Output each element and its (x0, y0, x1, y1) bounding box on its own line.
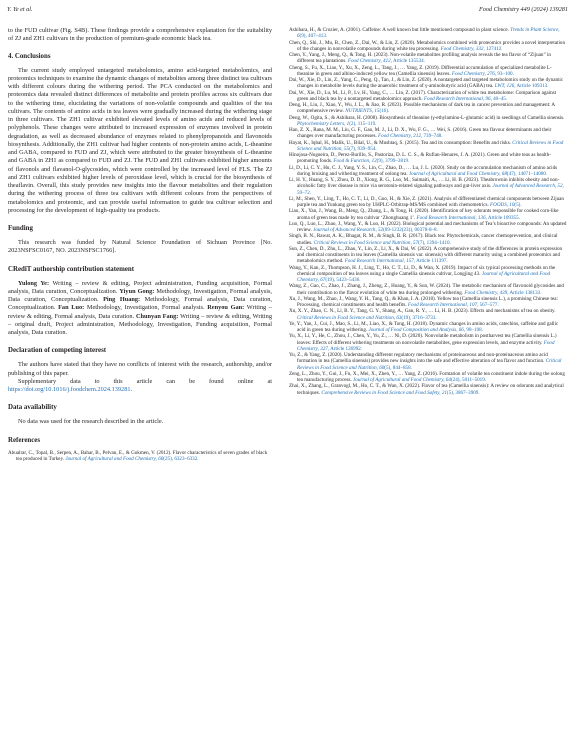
reference-journal-link[interactable]: Food Chemistry, 439 (464, 289, 508, 296)
reference-item (289, 283, 567, 296)
reference-item (289, 208, 567, 221)
references-list-right (289, 27, 567, 396)
reference-journal-link[interactable]: Journal of Advanced Research, 52 (313, 227, 384, 233)
credit-roles: Writing – review & editing, Formal analysis, Data curation. (8, 304, 272, 320)
reference-item (289, 233, 567, 246)
reference-item (289, 383, 567, 396)
reference-text: Deng, W., Ogita, S., & Ashihara, H. (2008). Biosynthesis of theanine (γ-ethylamino-L-glutamic acid) in seedlings of Camellia sinensis. (289, 114, 565, 121)
credit-paragraph (8, 280, 272, 338)
reference-tail: , 98–108. (463, 327, 483, 333)
reference-journal-link[interactable]: Journal of Food Composition and Analysis, 66 (368, 327, 464, 333)
reference-text: Li, M., Shen, Y., Ling, T., Ho, C. T., Li, D., Guo, H., & Xie, Z. (2021). Analysis of differentiated chemical components between Zijuan purple tea and Yunkang green tea by UHPLC-Orbitrap-MS/MS combined with chemometrics. (289, 195, 564, 208)
reference-journal-link[interactable]: Trends in Plant Science, 6 (297, 27, 560, 40)
reference-item (289, 90, 567, 103)
reference-journal-link[interactable]: Food Chemistry, 212 (378, 133, 421, 140)
reference-journal-link[interactable]: Journal of Agricultural and Food Chemistry, 67 (297, 270, 551, 283)
reference-text: Yu, X., Li, Y., He, C., Zhou, J., Chen, Y., Yu, Z., … Ni, D. (2020). Nonvolatile metabolism in postharvest tea (Camellia sinensis L.) leaves: Effects of different withering treatments on nonvolatile metabolites, gene expression levels, and enzyme activity. (289, 333, 557, 346)
reference-item (8, 450, 272, 463)
reference-journal-link[interactable]: FOODS, 10 (490, 202, 515, 208)
funding-paragraph: This research was funded by Natural Science Foundation of Sichuan Province [No. 2023NSFSC0167, NO. 2023NSFSC1766]. (8, 239, 272, 255)
reference-journal-link[interactable]: Comprehensive Reviews in Food Science and Food Safety, 21 (321, 389, 447, 396)
reference-journal-link[interactable]: Journal of Agricultural and Food Chemistry, 68 (408, 170, 507, 177)
reference-journal-link[interactable]: LWT, 126 (494, 83, 515, 90)
reference-text: Luo, Q., Luo, L., Zhao, J., Wang, Y., & Luo, H. (2022). Biological potential and mechanisms of Tea’s bioactive compounds: An updated review. (289, 220, 567, 233)
reference-tail: (7), 1394–1410. (418, 239, 451, 246)
reference-text: Li, H. Y., Huang, S. Y., Zhou, D. D., Xiong, R. G., Luo, M., Saimaiti, A., … Li, H. B. (2023). Theabrownin inhibits obesity and non-alcoholic fatty liver disease in mice via serotonin-related signaling pathways and gut-liver axis. (289, 177, 560, 190)
reference-text: Dai, W., Xie, D., Lin, Z., Yang, C., Peng, Q., Tan, J., & Lin, Z. (2020). A nontargeted and targeted metabolomics study on the dynamic changes in metabolite levels during the anaerobic treatment of γ-aminobutyric acid (GABA) tea. (289, 77, 564, 90)
reference-tail: , Article 111397. (413, 258, 448, 265)
reference-tail: (16). (379, 108, 390, 115)
reference-item (289, 127, 567, 140)
reference-text: Abualrar, C., Topal, B., Serpen, A., Bahar, B., Pelvan, E., & Gokmen, V. (2012). Flavor characteristics of seven grades of black tea produced in Turkey. (8, 449, 268, 462)
reference-journal-link[interactable]: Journal of Agricultural and Food Chemistry, 64 (353, 377, 451, 383)
reference-item (289, 371, 567, 384)
reference-tail: (9), 3799–3819. (376, 158, 410, 165)
reference-journal-link[interactable]: Food Research International, 157 (344, 258, 414, 265)
reference-item (289, 65, 567, 78)
credit-roles: Writing – review & editing, Project administration, Funding acquisition, Formal analysis, Data curation, Conceptualization. (8, 279, 272, 295)
references-list-left (8, 450, 272, 463)
credit-name: Renyou Gan: (207, 304, 245, 312)
supplementary-text: Supplementary data to this article can be found online at (18, 377, 272, 385)
reference-journal-link[interactable]: Journal of Agricultural and Food Chemistry, 60 (65, 455, 164, 462)
reference-journal-link[interactable]: Critical Reviews in Food Science and Nutrition, 57 (313, 239, 419, 246)
reference-text: Ashihara, H., & Crozier, A. (2001). Caffeine: A well known but little mentioned compound in plant science. (289, 27, 511, 33)
data-availability-heading: Data availability (8, 404, 57, 412)
credit-name: Ping Huang: (103, 296, 141, 303)
reference-tail: , 127412. (483, 45, 503, 52)
reference-tail: , Article 135534. (390, 58, 425, 65)
reference-item (289, 52, 567, 65)
reference-tail: , 739–748. (420, 133, 443, 140)
references-heading: References (8, 436, 41, 444)
reference-tail: (24), 5011–5019. (450, 377, 487, 383)
reference-tail: (19), 5423–5436. (325, 277, 361, 283)
reference-journal-link[interactable]: Food Chemistry, 327 (297, 339, 555, 352)
reference-tail: , 567–577. (477, 302, 499, 308)
reference-item (289, 265, 567, 284)
reference-text: Wang, Z., Gao, C., Zhao, J., Zhang, J., Zheng, Z., Huang, Y., & Sun, W. (2024). The metabolic mechanism of flavonoid glycosides and their contribution to the flavor evolution of white tea during prolonged withering. (289, 283, 564, 296)
credit-name: Chunyan Fang: (135, 312, 179, 320)
reference-item (289, 246, 567, 265)
reference-text: Liao, X., Yan, J., Wang, B., Meng, Q., Zhang, L., & Tong, H. (2020). Identification of key odorants responsible for cooked corn-like aroma of green teas made by tea cultivar ‘Zhonghuang 1’. (289, 208, 559, 221)
credit-name: Fan Luo: (58, 304, 85, 312)
reference-item (289, 333, 567, 352)
reference-journal-link[interactable]: Critical Reviews in Food Science and Nutrition, 63 (297, 314, 402, 321)
reference-journal-link[interactable]: Critical Reviews in Food Science and Nutrition, 55 (297, 139, 564, 152)
credit-roles: Writing – review & editing, Writing – original draft, Project administration, Methodology, Investigation, Funding acquisition, Formal analysis, Data curation. (8, 312, 272, 336)
competing-interest-heading: Declaration of competing interest (8, 347, 107, 355)
reference-tail: (5), 844–858. (384, 364, 412, 371)
reference-text: Dai, W., Xie, D., Lu, M., Li, P., Lv, H., Yang, C., … Lin, Z. (2017). Characterization of white tea metabolome: Comparison against green and black tea by a nontargeted metabolomics approach. (289, 89, 557, 102)
reference-text: Hayat, K., Iqbal, H., Malik, U., Bilal, U., & Mushtaq, S. (2015). Tea and its consumption: Benefits and risks. (289, 139, 513, 146)
credit-name: Yiyun Gong: (119, 287, 155, 295)
reference-journal-link[interactable]: Food Research International, 107 (407, 302, 478, 308)
reference-item (289, 102, 567, 115)
reference-text: Singh, B. N., Rawat, A. K., Bhagat, R. M., & Singh, B. R. (2017). Black tea: Phytochemicals, cancer chemoprevention, and clinical studies. (289, 233, 558, 246)
reference-tail: (2), 115–119. (349, 120, 377, 127)
reference-tail: , 40–45. (490, 95, 508, 102)
reference-item (289, 27, 567, 40)
reference-tail: , Article 109355. (485, 214, 520, 221)
reference-tail: , 59–72. (297, 183, 564, 196)
reference-item (289, 77, 567, 90)
reference-text: Wang, Y., Kan, Z., Thompson, H. J., Ling, T., Ho, C. T., Li, D., & Wan, X. (2019). Impact of six typical processing methods on the chemical composition of tea leaves using a single Camellia sinensis cultivar, Longjing 43. (289, 264, 556, 277)
reference-item (289, 165, 567, 178)
reference-tail: (47), 14071–14080. (506, 170, 548, 177)
running-head (7, 6, 568, 18)
reference-journal-link[interactable]: Critical Reviews in Food Science and Nutrition, 60 (297, 358, 562, 371)
reference-tail: (7), 939–954. (349, 145, 377, 152)
reference-item (289, 40, 567, 53)
reference-tail: (19), 3716–3733. (401, 314, 437, 321)
reference-item (289, 115, 567, 128)
reference-journal-link[interactable]: NUTRIENTS, 15 (345, 108, 380, 115)
reference-journal-link[interactable]: Food & Function, 12 (333, 158, 377, 165)
reference-journal-link[interactable]: Food Chemistry, 332 (440, 45, 484, 52)
reference-journal-link[interactable]: Food Chemistry, 276 (451, 70, 495, 77)
reference-text: Zhai, X., Zhang, L., Granvogl, M., Ho, C. T., & Wan, X. (2022). Flavor of tea (Camellia sinensis): A review on odorants and analytical techniques. (289, 383, 564, 396)
reference-text: Yu, Z., & Yang, Z. (2020). Understanding different regulatory mechanisms of proteinaceous and non-proteinaceous amino acid formation in tea (Camellia sinensis) provides new insights into the safe and effective alteration of tea flavor and function. (289, 352, 548, 365)
reference-tail: (5). (514, 202, 522, 208)
reference-tail: , Article 109313. (514, 83, 549, 90)
reference-tail: (09-1232(23)), 00378-8–8. (383, 227, 438, 233)
intro-tail-paragraph: to the FUD cultivar (Fig. S4B). These findings provide a comprehensive explanation for the suitability of ZJ and ZH1 cultivars in the production of premium-grade economic black tea. (8, 27, 272, 43)
reference-journal-link[interactable]: Food Research International, 96 (423, 95, 491, 102)
reference-text: Li, D., Li, C. Y., Hu, C. J., Yang, Y. S., Lin, C., Zhao, D., … Lu, J. L. (2020). Study on the accumulation mechanism of amino acids during bruising and withering treatment of oolong tea. (289, 164, 558, 177)
credit-name: Yulong Ye: (18, 279, 50, 287)
supplementary-end: . (130, 386, 133, 393)
reference-text: Chen, Y., Yang, J., Meng, Q., & Tong, H. (2023). Non-volatile metabolites profiling analysis reveals the tea flavor of “Zijuan” in different tea plantations. (289, 52, 551, 65)
reference-item (289, 352, 567, 371)
reference-text: Hinojosa-Nogueira, D., Perez-Burillo, S., Pastoriza, D. L. C. S., & Rufian-Henares, J. A. (2021). Green and white teas as health-promoting foods. (289, 152, 551, 165)
credit-roles: Methodology, Investigation, Formal analysis, Data curation, Conceptualization. (8, 287, 272, 303)
reference-text: Xu, X. Y., Zhao, C. N., Li, B. Y., Tang, G. Y., Shang, A., Gan, R. Y., … Li, H. B. (2023). Effects and mechanisms of tea on obesity. (289, 308, 556, 315)
reference-text: Zeng, L., Zhou, Y., Gui, J., Fu, X., Mei, X., Zhen, Y., … Yang, Z. (2016). Formation of volatile tea constituent indole during the oolong tea manufacturing process. (289, 370, 565, 383)
data-availability-paragraph: No data was used for the research described in the article. (18, 418, 164, 426)
supplementary-paragraph (8, 378, 272, 395)
conclusions-heading: 4. Conclusions (8, 52, 51, 60)
reference-text: Han, Z. X., Rana, M. M., Liu, G. F., Gao, M. J., Li, D. X., Wu, F. G., … Wei, S. (2016). Green tea flavour determinants and their changes over manufacturing processes. (289, 127, 552, 140)
left-column (8, 27, 272, 462)
reference-text: Cheng, S., Fu, X., Liao, Y., Xu, X., Zeng, L., Tang, J., … Yang, Z. (2019). Differential accumulation of specialized metabolite L-theanine in green and albino-induced yellow tea (Camellia sinensis) leaves. (289, 64, 552, 77)
reference-item (289, 152, 567, 165)
reference-item (289, 196, 567, 209)
reference-journal-link[interactable]: Phytochemistry Letters, 1 (297, 120, 350, 127)
conclusions-paragraph: The current study employed untargeted metabolomics, amino acid-targeted metabolomics, and proteomics techniques to examine the dynamic changes of metabolites among three distinct tea cultivars with different colours during the withering period. The PCA conducted on the metabolomics and proteomics data revealed distinct differences of metabolite and protein profiles across six cultivars due to the withering time, elucidating the variations of non-volatile compounds and qualities of the tea cultivars. The contents of amino acids in tea leaves were gradually increased during the withering stage in three cultivars. The ZH1 cultivar exhibited elevated levels of amino acids and reduced levels of polyphenols. These changes were attributed to increased expression of enzymes involved in protein degradation, as well as decreased abundance of enzymes related to phenylpropanoids and flavonoids biosynthesis. Additionally, the ZH1 cultivar had higher contents of non-protein amino acids, L-theanine and GABA, compared to FUD and ZJ, which were attributed to the greater biosynthesis of L-theanine and GABA in ZH1 as compared to FUD and ZJ. The FUD and ZH1 cultivars exhibited higher amounts of flavonols and flavanol-O-glycosides, which were controlled by the increased level of FLS. The ZJ and ZH1 cultivars exhibited higher levels of peroxidase level, which is crucial for the biosynthesis of theaflavin. Overall, this study provides new insights into the flavour metabolites and their regulation during the withering process of three tea cultivars with different colours from the perspectives of metabolomics and proteomic, and can provide useful information to guide tea cultivar selection and processing for the development of high-quality tea products. (8, 66, 272, 214)
reference-text: Sun, Z., Chen, D., Zhu, L., Zhao, Y., Lin, Z., Li, X., & Dai, W. (2022). A comprehensive study of the differences in protein expression and chemical constituents in tea leaves (Camellia sinensis var. sinensis) with different maturity using a combined proteomics and metabolomics method. (289, 245, 563, 265)
credit-heading: CRediT authorship contribution statement (8, 265, 135, 273)
credit-roles: Methodology, Investigation, Formal analysis. (84, 304, 208, 312)
supplementary-doi-link[interactable]: https://doi.org/10.1016/j.foodchem.2024.139281 (8, 386, 131, 393)
reference-item (289, 221, 567, 234)
reference-journal-link[interactable]: Journal of Advanced Research, 52 (492, 183, 563, 190)
credit-roles: Methodology, Formal analysis, Data curation, Conceptualization. (8, 296, 272, 312)
reference-tail: (9), 407–413. (299, 33, 328, 40)
reference-item (289, 296, 567, 309)
running-head-authors: Y. Ye et al. (7, 6, 33, 13)
reference-text: Xu, J., Wang, M., Zhao, J., Wang, Y. H., Tang, Q., & Khan, I. A. (2018). Yellow tea (Camellia sinensis L.), a promising Chinese tea: Processing, chemical constituents and health benefits. (289, 295, 558, 308)
reference-journal-link[interactable]: Food Research International, 136 (416, 214, 486, 221)
reference-tail: , Article 126992. (327, 345, 363, 352)
competing-interest-paragraph: The authors have stated that they have no conflicts of interest with the research, authorship, and/or publishing of this paper. (8, 361, 272, 377)
reference-tail: (25), 6323–6332. (163, 455, 199, 462)
reference-item (289, 308, 567, 321)
running-head-journal: Food Chemistry 449 (2024) 139281 (478, 6, 568, 13)
reference-tail: , 93–100. (494, 70, 514, 77)
reference-tail: , Article 138133. (507, 289, 542, 296)
reference-item (289, 140, 567, 153)
funding-heading: Funding (8, 225, 33, 232)
reference-text: Ye, Y., Yan, J., Cui, J., Mao, S., Li, M., Liao, X., & Tong, H. (2018). Dynamic changes in amino acids, catechins, caffeine and gallic acid in green tea during withering. (289, 320, 559, 333)
right-column (289, 27, 567, 396)
reference-item (289, 321, 567, 334)
reference-text: Deng, H., Liu, J., Xiao, Y., Wu, J. L., & Jiao, R. (2023). Possible mechanisms of dark tea in cancer prevention and management: A comprehensive review. (289, 102, 555, 115)
reference-journal-link[interactable]: Food Chemistry, 412 (347, 58, 391, 65)
reference-item (289, 177, 567, 196)
reference-text: Chen, Q., Shi, J., Mu, B., Chen, Z., Dai, W., & Lin, Z. (2020). Metabolomics combined with proteomics provides a novel interpretation of the changes in nonvolatile compounds during white tea processing. (289, 39, 566, 52)
reference-tail: (5), 3867–3909. (446, 389, 480, 396)
